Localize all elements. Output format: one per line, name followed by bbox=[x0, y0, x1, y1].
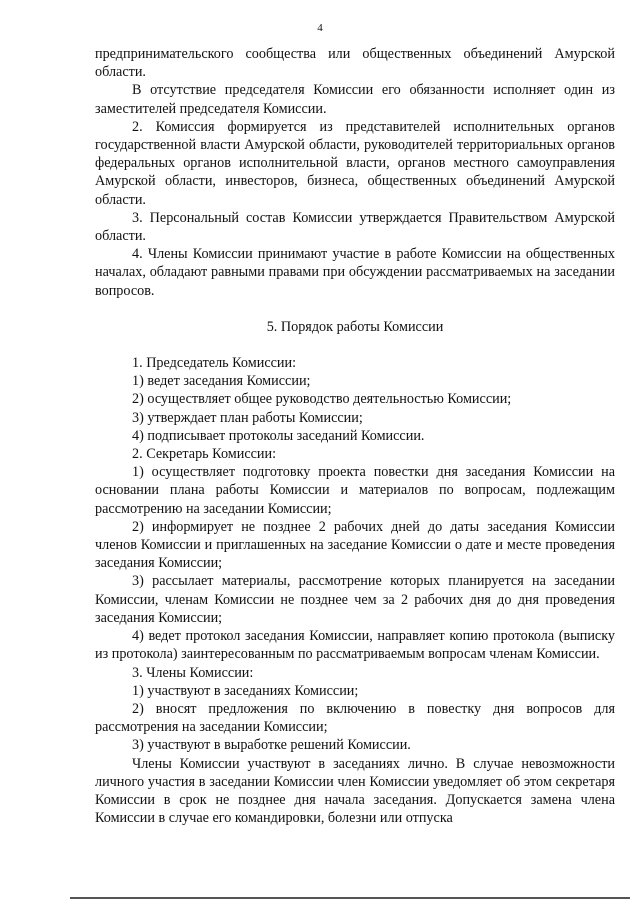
paragraph: 2) осуществляет общее руководство деятельностью Комиссии; bbox=[132, 391, 512, 408]
paragraph: 3. Персональный состав Комиссии утверждается Правительством Амурской области. bbox=[95, 209, 615, 245]
paragraph: 1) участвуют в заседаниях Комиссии; bbox=[132, 682, 359, 699]
document-body bbox=[95, 45, 615, 827]
paragraph: 3) участвуют в выработке решений Комиссии. bbox=[132, 737, 411, 754]
section-heading: 5. Порядок работы Комиссии bbox=[266, 318, 444, 335]
page-number: 4 bbox=[317, 22, 323, 34]
paragraph: 3) утверждает план работы Комиссии; bbox=[132, 409, 363, 426]
paragraph: Члены Комиссии участвуют в заседаниях лично. В случае невозможности личного участия в заседании Комиссии член Комиссии уведомляет об этом секретаря Комиссии в срок не позднее дня начала заседания. Допускается замена члена Комиссии в случае его командировки, болезни или отпуска bbox=[95, 755, 615, 827]
paragraph: 2) информирует не позднее 2 рабочих дней до даты заседания Комиссии членов Комиссии и приглашенных на заседание Комиссии о дате и месте проведения заседания Комиссии; bbox=[95, 518, 615, 572]
paragraph: 2. Комиссия формируется из представителей исполнительных органов государственной власти Амурской области, руководителей территориальных органов федеральных органов исполнительной власти, органов местного самоуправления Амурской области, инвесторов, бизнеса, общественных объединений Амурской области. bbox=[95, 118, 615, 208]
paragraph: 4) ведет протокол заседания Комиссии, направляет копию протокола (выписку из протокола) заинтересованным по рассматриваемым вопросам членам Комиссии. bbox=[95, 628, 615, 663]
paragraph: 1. Председатель Комиссии: bbox=[132, 355, 297, 372]
paragraph: 2) вносят предложения по включению в повестку дня вопросов для рассмотрения на заседании Комиссии; bbox=[95, 700, 615, 736]
paragraph: В отсутствие председателя Комиссии его обязанности исполняет один из заместителей председателя Комиссии. bbox=[95, 82, 615, 117]
paragraph: 1) ведет заседания Комиссии; bbox=[132, 373, 311, 390]
paragraph: 4. Члены Комиссии принимают участие в работе Комиссии на общественных началах, обладают равными правами при обсуждении рассматриваемых на заседании вопросов. bbox=[95, 246, 615, 299]
paragraph: 4) подписывает протоколы заседаний Комиссии. bbox=[132, 427, 425, 444]
paragraph: предпринимательского сообщества или общественных объединений Амурской области. bbox=[95, 46, 615, 81]
paragraph: 3) рассылает материалы, рассмотрение которых планируется на заседании Комиссии, членам Комиссии не позднее чем за 2 рабочих дня до дня проведения заседания Комиссии; bbox=[95, 573, 615, 626]
paragraph: 2. Секретарь Комиссии: bbox=[132, 446, 277, 463]
paragraph: 1) осуществляет подготовку проекта повестки дня заседания Комиссии на основании плана работы Комиссии и материалов по вопросам, подлежащим рассмотрению на заседании Комиссии; bbox=[95, 464, 615, 517]
page-bottom-edge bbox=[70, 897, 630, 899]
paragraph: 3. Члены Комиссии: bbox=[132, 664, 254, 681]
